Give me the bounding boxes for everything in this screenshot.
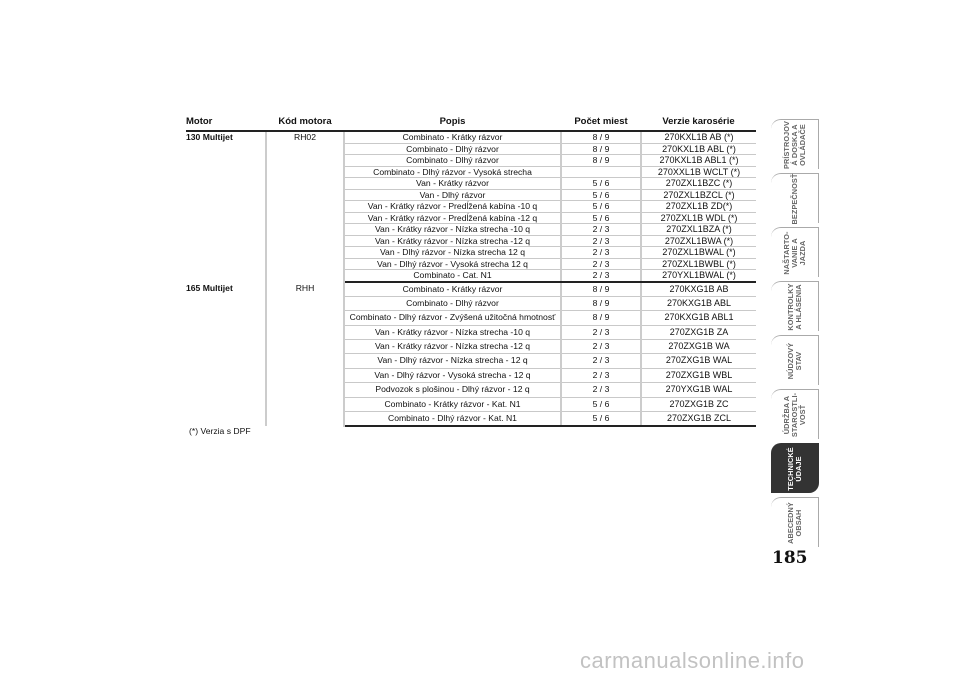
seats-cell: 5 / 6 (561, 212, 641, 224)
description-cell: Van - Krátky rázvor - Predĺžená kabína -12 q (344, 212, 561, 224)
description-cell: Van - Dlhý rázvor - Nízka strecha 12 q (344, 247, 561, 259)
table-header-row (186, 116, 756, 131)
table-row (186, 131, 756, 143)
seats-cell: 5 / 6 (561, 201, 641, 213)
chapter-tab[interactable] (771, 173, 819, 223)
body-version-cell: 270ZXL1BWAL (*) (641, 247, 756, 259)
table-row (186, 282, 756, 297)
body-version-cell: 270ZXG1B WBL (641, 368, 756, 382)
chapter-tab-label: NÚDZOVÝ STAV (785, 342, 803, 379)
motor-cell: 165 Multijet (186, 282, 266, 427)
chapter-tab-label: PRÍSTROJOV Á DOSKA A OVLÁDAČE (781, 120, 807, 169)
description-cell: Van - Dlhý rázvor (344, 189, 561, 201)
description-cell: Combinato - Dlhý rázvor - Vysoká strecha (344, 166, 561, 178)
seats-cell: 8 / 9 (561, 131, 641, 143)
seats-cell: 2 / 3 (561, 383, 641, 397)
header-description: Popis (344, 116, 561, 131)
chapter-tab[interactable] (771, 443, 819, 493)
chapter-tab-label: BEZPEČNOSŤ (789, 173, 799, 224)
body-version-cell: 270ZXL1BZCL (*) (641, 189, 756, 201)
seats-cell: 5 / 6 (561, 412, 641, 427)
description-cell: Combinato - Dlhý rázvor - Zvýšená užitočná hmotnosť (344, 311, 561, 325)
body-version-cell: 270KXL1B ABL1 (*) (641, 155, 756, 167)
watermark: carmanualsonline.info (580, 648, 805, 673)
chapter-tab-label: TECHNICKÉ ÚDAJE (785, 446, 803, 491)
seats-cell (561, 166, 641, 178)
engine-code-cell: RHH (266, 282, 344, 427)
body-version-cell: 270KXG1B AB (641, 282, 756, 297)
description-cell: Combinato - Dlhý rázvor (344, 155, 561, 167)
body-version-cell: 270KXL1B AB (*) (641, 131, 756, 143)
header-engine-code: Kód motora (266, 116, 344, 131)
seats-cell: 2 / 3 (561, 368, 641, 382)
seats-cell: 8 / 9 (561, 143, 641, 155)
chapter-tab[interactable] (771, 389, 819, 439)
chapter-tab-label: KONTROLKY A HLÁSENIA (785, 282, 803, 331)
description-cell: Podvozok s plošinou - Dlhý rázvor - 12 q (344, 383, 561, 397)
description-cell: Van - Krátky rázvor - Nízka strecha -10 q (344, 325, 561, 339)
seats-cell: 8 / 9 (561, 296, 641, 310)
seats-cell: 2 / 3 (561, 270, 641, 282)
chapter-tab[interactable] (771, 497, 819, 547)
body-version-cell: 270ZXL1B ZD(*) (641, 201, 756, 213)
seats-cell: 2 / 3 (561, 224, 641, 236)
body-version-cell: 270ZXG1B ZA (641, 325, 756, 339)
description-cell: Combinato - Dlhý rázvor (344, 143, 561, 155)
seats-cell: 8 / 9 (561, 282, 641, 297)
body-version-cell: 270ZXL1BWBL (*) (641, 258, 756, 270)
body-version-cell: 270ZXG1B ZC (641, 397, 756, 411)
description-cell: Van - Dlhý rázvor - Vysoká strecha 12 q (344, 258, 561, 270)
motor-cell: 130 Multijet (186, 131, 266, 282)
table-body (186, 131, 756, 426)
description-cell: Van - Krátky rázvor - Nízka strecha -12 q (344, 235, 561, 247)
chapter-tab-label: NAŠTARTO- VANIE A JAZDA (781, 230, 807, 275)
seats-cell: 5 / 6 (561, 397, 641, 411)
chapter-tab-label: ÚDRŽBA A STAROSTLI- VOSŤ (781, 392, 807, 437)
seats-cell: 2 / 3 (561, 247, 641, 259)
seats-cell: 5 / 6 (561, 178, 641, 190)
seats-cell: 2 / 3 (561, 258, 641, 270)
description-cell: Van - Dlhý rázvor - Vysoká strecha - 12 q (344, 368, 561, 382)
page-number: 185 (772, 548, 808, 568)
seats-cell: 2 / 3 (561, 340, 641, 354)
seats-cell: 8 / 9 (561, 311, 641, 325)
description-cell: Van - Krátky rázvor - Predĺžená kabína -10 q (344, 201, 561, 213)
body-version-cell: 270ZXG1B WAL (641, 354, 756, 368)
description-cell: Combinato - Dlhý rázvor - Kat. N1 (344, 412, 561, 427)
description-cell: Combinato - Krátky rázvor - Kat. N1 (344, 397, 561, 411)
footnote: (*) Verzia s DPF (189, 426, 251, 436)
description-cell: Combinato - Dlhý rázvor (344, 296, 561, 310)
body-version-cell: 270ZXG1B ZCL (641, 412, 756, 427)
chapter-tab[interactable] (771, 227, 819, 277)
body-version-cell: 270ZXG1B WA (641, 340, 756, 354)
body-version-cell: 270ZXL1BWA (*) (641, 235, 756, 247)
body-version-cell: 270XXL1B WCLT (*) (641, 166, 756, 178)
body-version-cell: 270YXG1B WAL (641, 383, 756, 397)
engine-code-cell: RH02 (266, 131, 344, 282)
body-version-cell: 270KXG1B ABL1 (641, 311, 756, 325)
description-cell: Combinato - Cat. N1 (344, 270, 561, 282)
chapter-tab[interactable] (771, 281, 819, 331)
header-motor: Motor (186, 116, 266, 131)
description-cell: Van - Krátky rázvor - Nízka strecha -10 q (344, 224, 561, 236)
body-version-cell: 270KXG1B ABL (641, 296, 756, 310)
seats-cell: 2 / 3 (561, 354, 641, 368)
chapter-tab[interactable] (771, 119, 819, 169)
seats-cell: 5 / 6 (561, 189, 641, 201)
chapter-tab-label: ABECEDNÝ OBSAH (785, 501, 803, 544)
description-cell: Van - Krátky rázvor (344, 178, 561, 190)
description-cell: Van - Dlhý rázvor - Nízka strecha - 12 q (344, 354, 561, 368)
header-body-versions: Verzie karosérie (641, 116, 756, 131)
description-cell: Combinato - Krátky rázvor (344, 282, 561, 297)
header-seats: Počet miest (561, 116, 641, 131)
technical-data-table (186, 116, 756, 427)
body-version-cell: 270YXL1BWAL (*) (641, 270, 756, 282)
seats-cell: 2 / 3 (561, 235, 641, 247)
chapter-tab[interactable] (771, 335, 819, 385)
body-version-cell: 270ZXL1B WDL (*) (641, 212, 756, 224)
description-cell: Combinato - Krátky rázvor (344, 131, 561, 143)
body-version-cell: 270KXL1B ABL (*) (641, 143, 756, 155)
seats-cell: 2 / 3 (561, 325, 641, 339)
chapter-tabs (771, 119, 821, 551)
body-version-cell: 270ZXL1BZA (*) (641, 224, 756, 236)
description-cell: Van - Krátky rázvor - Nízka strecha -12 q (344, 340, 561, 354)
seats-cell: 8 / 9 (561, 155, 641, 167)
body-version-cell: 270ZXL1BZC (*) (641, 178, 756, 190)
